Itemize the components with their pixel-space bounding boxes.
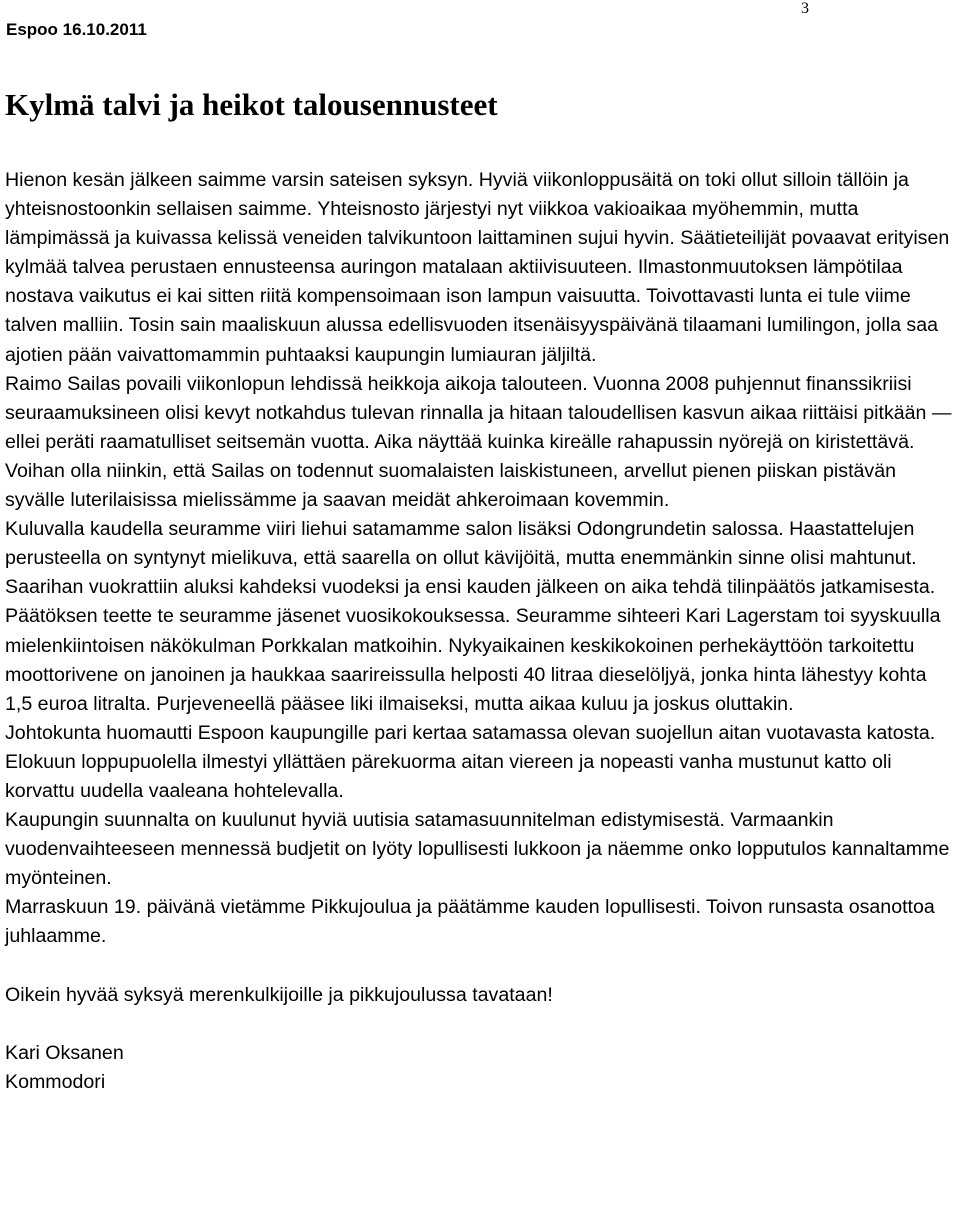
signature-role: Kommodori: [5, 1070, 106, 1093]
paragraph-christmas-party: Marraskuun 19. päivänä vietämme Pikkujoulua ja päätämme kauden lopullisesti. Toivon runsasta osanottoa juhlaamme.: [5, 896, 935, 948]
paragraph-spacer: [5, 1010, 957, 1039]
closing-line: Oikein hyvää syksyä merenkulkijoille ja pikkujoulussa tavataan!: [5, 983, 553, 1006]
paragraph-season: Kuluvalla kaudella seuramme viiri liehui satamamme salon lisäksi Odongrundetin salossa. Haastattelujen perusteella on syntynyt mielikuva, että saarella on ollut kävijöitä, mutta enemmänkin sinne olisi mahtunut. Saarihan vuokrattiin aluksi kahdeksi vuodeksi ja ensi kauden jälkeen on aika tehdä tilinpäätös jatkamisesta. Päätöksen teette te seuramme jäsenet vuosikokouksessa. Seuramme sihteeri Kari Lagerstam toi syyskuulla mielenkiintoisen näkökulman Porkkalan matkoihin. Nykyaikainen keskikokoinen perhekäyttöön tarkoitettu moottorivene on janoinen ja haukkaa saarireissulla helposti 40 litraa dieselöljyä, jonka hinta lähestyy kohta 1,5 euroa litralta. Purjeveneellä pääsee liki ilmaiseksi, mutta aikaa kuluu ja joskus oluttakin.: [5, 518, 941, 715]
paragraph-weather: Hienon kesän jälkeen saimme varsin sateisen syksyn. Hyviä viikonloppusäitä on toki ollut silloin tällöin ja yhteisnostoonkin sellaisen saimme. Yhteisnosto järjestyi nyt viikkoa vakioaikaa myöhemmin, mutta lämpimässä ja kuivassa kelissä veneiden talvikuntoon laittaminen sujui hyvin. Säätieteilijät povaavat erityisen kylmää talvea perustaen ennusteensa auringon matalaan aktiivisuuteen. Ilmastonmuutoksen lämpötilaa nostava vaikutus ei kai sitten riitä kompensoimaan ison lampun vaisuutta. Toivottavasti lunta ei tule viime talven malliin. Tosin sain maaliskuun alussa edellisvuoden itsenäisyyspäivänä tilaamani lumilingon, jolla saa ajotien pään vaivattomammin puhtaaksi kaupungin lumiauran jäljiltä.: [5, 169, 950, 366]
paragraph-harbour-plan: Kaupungin suunnalta on kuulunut hyviä uutisia satamasuunnitelman edistymisestä. Varmaankin vuodenvaihteeseen mennessä budjetit on lyöty lopullisesti lukkoon ja näemme onko lopputulos kannaltamme myönteinen.: [5, 809, 950, 890]
paragraph-spacer: [5, 952, 957, 981]
header-date: Espoo 16.10.2011: [6, 20, 147, 39]
paragraph-economy: Raimo Sailas povaili viikonlopun lehdissä heikkoja aikoja talouteen. Vuonna 2008 puhjennut finanssikriisi seuraamuksineen olisi kevyt notkahdus tulevan rinnalla ja hitaan taloudellisen kasvun aikaa riittäisi pitkään — ellei peräti raamatulliset seitsemän vuotta. Aika näyttää kuinka kireälle rahapussin nyörejä on kiristettävä. Voihan olla niinkin, että Sailas on todennut suomalaisten laiskistuneen, arvellut pienen piiskan pistävän syvälle luterilaisissa mielissämme ja saavan meidät ahkeroimaan kovemmin.: [5, 372, 952, 512]
signature-name: Kari Oksanen: [5, 1041, 124, 1064]
page-title: Kylmä talvi ja heikot talousennusteet: [5, 87, 498, 122]
letter-body: [5, 166, 957, 1097]
page-number: 3: [801, 0, 809, 17]
paragraph-storehouse: Johtokunta huomautti Espoon kaupungille pari kertaa satamassa olevan suojellun aitan vuotavasta katosta. Elokuun loppupuolella ilmestyi yllättäen pärekuorma aitan viereen ja nopeasti vanha mustunut katto oli korvattu uudella vaaleana hohtelevalla.: [5, 721, 936, 802]
